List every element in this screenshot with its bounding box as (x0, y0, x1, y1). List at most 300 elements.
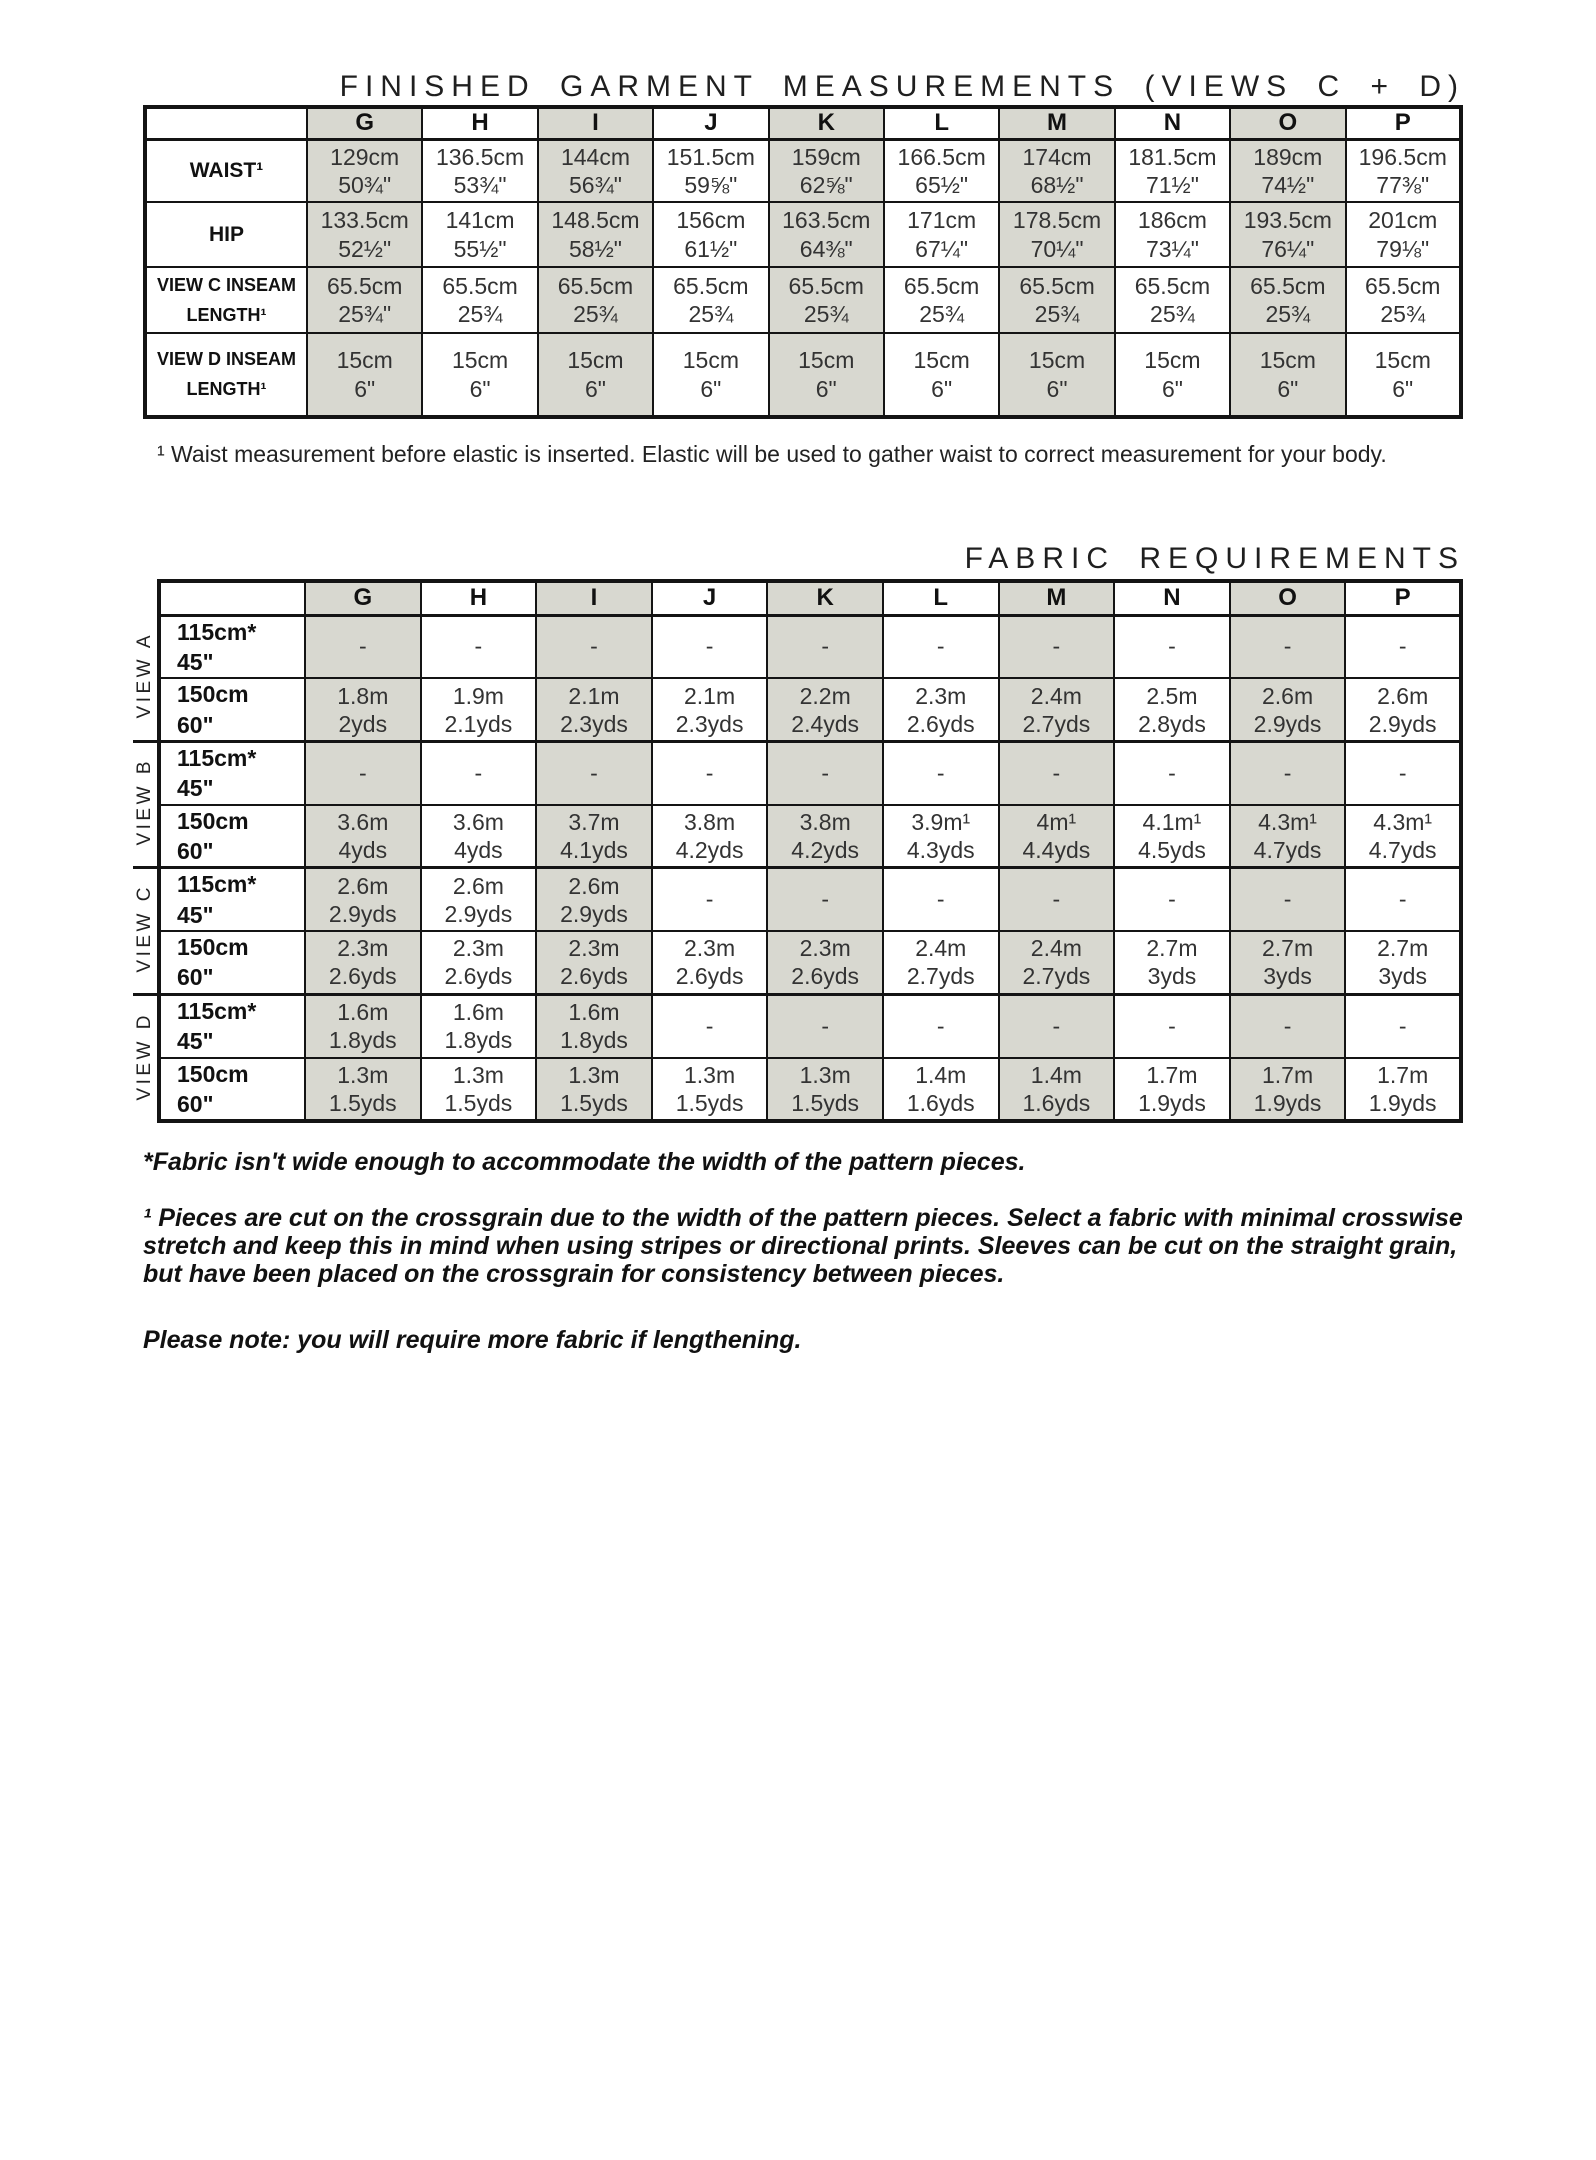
measurement-cell (538, 333, 653, 417)
empty-dash: - (705, 1012, 714, 1039)
garment-measurements-table (143, 105, 1463, 419)
fabric-row-label-line: 45" (177, 648, 214, 675)
metric-value: 2.7m (1146, 935, 1198, 962)
fabric-table-row (133, 931, 1461, 994)
column-header: O (1230, 581, 1346, 615)
imperial-value: 1.5yds (791, 1089, 860, 1116)
imperial-value: 2.1yds (444, 710, 513, 737)
imperial-value: 2.6yds (560, 963, 628, 990)
fabric-table-row (133, 1058, 1461, 1122)
column-header: K (767, 581, 883, 615)
imperial-value: 55½" (453, 235, 507, 262)
waist-footnote: ¹ Waist measurement before elastic is inserted. Elastic will be used to gather waist to correct measurement for your body. (157, 441, 1387, 467)
row-label-line: WAIST¹ (189, 158, 264, 182)
measurement-cell (653, 267, 768, 333)
imperial-value: 74½" (1261, 171, 1315, 198)
column-header: I (538, 107, 653, 139)
imperial-value: 4.2yds (791, 837, 860, 864)
empty-dash: - (1168, 886, 1176, 913)
empty-dash: - (1398, 1012, 1407, 1039)
fabric-cell (536, 805, 652, 868)
metric-value: 1.3m (684, 1061, 736, 1088)
imperial-value: 76¼" (1261, 235, 1315, 262)
imperial-value: 4yds (338, 837, 388, 864)
fabric-cell (999, 678, 1115, 741)
fabric-cell (1230, 1058, 1346, 1122)
empty-dash: - (1283, 1012, 1292, 1039)
measurement-cell (653, 202, 768, 267)
metric-value: 65.5cm (1134, 272, 1211, 299)
fabric-cell (883, 1058, 999, 1122)
imperial-value: 1.9yds (1368, 1089, 1437, 1116)
empty-dash: - (821, 1012, 829, 1039)
fabric-cell (421, 678, 537, 741)
measurement-cell (307, 333, 422, 417)
empty-dash: - (590, 633, 598, 660)
measurement-cell (307, 139, 422, 202)
fabric-cell (536, 931, 652, 994)
measurement-cell (1346, 267, 1461, 333)
metric-value: 2.3m (452, 935, 504, 962)
fabric-cell (305, 678, 421, 741)
imperial-value: 2.6yds (906, 710, 975, 737)
empty-dash: - (590, 759, 598, 786)
table-corner-cell (159, 581, 305, 615)
metric-value: 166.5cm (897, 143, 986, 170)
empty-dash: - (1052, 1012, 1061, 1039)
metric-value: 15cm (682, 347, 739, 374)
measurement-cell (653, 333, 768, 417)
imperial-value: 2.3yds (675, 710, 744, 737)
garment-table-row (145, 333, 1461, 417)
metric-value: 1.8m (337, 682, 389, 709)
view-group-label-cell (133, 741, 159, 867)
imperial-value: 6" (931, 375, 953, 402)
garment-table-row (145, 202, 1461, 267)
imperial-value: 56¾" (569, 171, 622, 198)
measurement-cell (653, 139, 768, 202)
fabric-cell (1230, 868, 1346, 931)
imperial-value: 67¼" (915, 235, 969, 262)
imperial-value: 2.7yds (1022, 963, 1091, 990)
metric-value: 65.5cm (1365, 272, 1441, 299)
fabric-table-row (133, 741, 1461, 804)
imperial-value: 4.3yds (906, 837, 975, 864)
metric-value: 1.6m (337, 999, 389, 1026)
metric-value: 65.5cm (673, 272, 749, 299)
empty-dash: - (1398, 759, 1407, 786)
metric-value: 129cm (330, 143, 400, 170)
fabric-cell (999, 741, 1115, 804)
fabric-row-label-line: 115cm* (177, 871, 257, 898)
metric-value: 2.4m (915, 935, 967, 962)
imperial-value: 6" (1046, 375, 1068, 402)
metric-value: 2.6m (1377, 682, 1429, 709)
fabric-cell (1114, 1058, 1230, 1122)
column-header: P (1345, 581, 1461, 615)
metric-value: 2.3m (799, 935, 851, 962)
fabric-cell (1230, 615, 1346, 678)
column-header: H (421, 581, 537, 615)
metric-value: 133.5cm (320, 207, 409, 234)
metric-value: 15cm (1144, 347, 1201, 374)
imperial-value: 2.4yds (791, 710, 860, 737)
view-group-label-cell (133, 615, 159, 741)
measurement-cell (999, 202, 1114, 267)
measurement-cell (1115, 139, 1230, 202)
measurement-cell (1230, 333, 1345, 417)
fabric-cell (1230, 741, 1346, 804)
imperial-value: 1.8yds (328, 1027, 397, 1054)
measurement-cell (538, 139, 653, 202)
garment-table-body (145, 107, 1461, 417)
metric-value: 1.7m (1146, 1061, 1198, 1088)
fabric-table-row (133, 994, 1461, 1057)
fabric-cell (305, 868, 421, 931)
fabric-cell (883, 805, 999, 868)
fabric-requirements-table (133, 579, 1463, 1123)
metric-value: 2.2m (799, 682, 851, 709)
imperial-value: 25¾ (1034, 301, 1080, 327)
metric-value: 65.5cm (442, 272, 518, 299)
measurement-cell (1346, 202, 1461, 267)
row-label-line: LENGTH¹ (186, 304, 267, 325)
fabric-row-label-line: 60" (177, 1090, 214, 1117)
imperial-value: 6" (1392, 375, 1414, 402)
imperial-value: 4.4yds (1022, 837, 1091, 864)
fabric-cell (1114, 931, 1230, 994)
row-label (145, 139, 307, 202)
column-header: K (769, 107, 884, 139)
measurement-cell (999, 267, 1114, 333)
imperial-value: 58½" (569, 235, 622, 262)
imperial-value: 25¾ (1380, 301, 1426, 327)
empty-dash: - (705, 759, 714, 786)
metric-value: 2.7m (1261, 935, 1314, 962)
fabric-cell (421, 868, 537, 931)
metric-value: 141cm (445, 207, 515, 234)
empty-dash: - (821, 633, 829, 660)
metric-value: 1.3m (799, 1061, 851, 1088)
column-header: G (307, 107, 422, 139)
fabric-cell (652, 678, 768, 741)
metric-value: 2.1m (568, 682, 620, 709)
metric-value: 144cm (560, 143, 630, 170)
fabric-table-body (133, 581, 1461, 1121)
row-label (145, 333, 307, 417)
imperial-value: 1.8yds (444, 1027, 513, 1054)
metric-value: 148.5cm (551, 207, 640, 234)
metric-value: 2.1m (684, 682, 736, 709)
fabric-table-row (133, 805, 1461, 868)
fabric-row-label-line: 115cm* (177, 744, 257, 771)
garment-header-row (145, 107, 1461, 139)
fabric-cell (1114, 805, 1230, 868)
metric-value: 136.5cm (435, 143, 525, 170)
imperial-value: 2.9yds (328, 900, 397, 927)
metric-value: 15cm (451, 347, 509, 374)
metric-value: 1.3m (568, 1061, 620, 1088)
fabric-cell (767, 1058, 883, 1122)
metric-value: 3.6m (452, 808, 504, 835)
imperial-value: 2.7yds (1022, 710, 1091, 737)
empty-dash: - (936, 633, 945, 660)
metric-value: 2.3m (915, 682, 967, 709)
fabric-row-label (159, 994, 305, 1057)
empty-dash: - (1283, 759, 1292, 786)
imperial-value: 25¾ (688, 301, 734, 327)
column-header: M (999, 581, 1115, 615)
fabric-requirements-title: FABRIC REQUIREMENTS (964, 542, 1465, 575)
column-header: M (999, 107, 1114, 139)
imperial-value: 4.7yds (1253, 837, 1322, 864)
empty-dash: - (1398, 633, 1407, 660)
imperial-value: 6" (815, 375, 837, 402)
fabric-cell (767, 868, 883, 931)
fabric-cell (883, 994, 999, 1057)
fabric-cell (1114, 994, 1230, 1057)
metric-value: 15cm (1374, 347, 1431, 374)
metric-value: 189cm (1253, 143, 1323, 170)
imperial-value: 4.2yds (675, 837, 744, 864)
fabric-cell (536, 678, 652, 741)
imperial-value: 1.9yds (1253, 1089, 1322, 1116)
empty-dash: - (1052, 633, 1061, 660)
imperial-value: 2yds (338, 710, 388, 737)
fabric-cell (652, 1058, 768, 1122)
metric-value: 1.3m (337, 1061, 389, 1088)
fabric-row-label-line: 150cm (177, 934, 249, 961)
imperial-value: 4yds (454, 837, 503, 864)
column-header: G (305, 581, 421, 615)
fabric-table-row (133, 615, 1461, 678)
imperial-value: 73¼" (1145, 235, 1199, 262)
measurement-cell (884, 139, 999, 202)
imperial-value: 2.3yds (560, 710, 628, 737)
fabric-cell (999, 868, 1115, 931)
imperial-value: 79⅛" (1376, 235, 1430, 262)
metric-value: 1.6m (452, 999, 504, 1026)
measurement-cell (884, 202, 999, 267)
imperial-value: 2.9yds (560, 900, 628, 927)
column-header: J (653, 107, 768, 139)
empty-dash: - (936, 759, 945, 786)
empty-dash: - (821, 886, 829, 913)
imperial-value: 77⅜" (1376, 171, 1430, 198)
fabric-cell (1345, 931, 1461, 994)
metric-value: 15cm (336, 347, 393, 374)
imperial-value: 3yds (1378, 963, 1427, 990)
view-group-label-cell (133, 868, 159, 994)
imperial-value: 25¾ (1265, 301, 1311, 327)
fabric-cell (305, 931, 421, 994)
metric-value: 2.4m (1030, 682, 1082, 709)
imperial-value: 25¾ (573, 301, 618, 327)
fabric-row-label-line: 60" (177, 964, 214, 991)
imperial-value: 2.7yds (906, 963, 975, 990)
metric-value: 2.7m (1377, 935, 1429, 962)
empty-dash: - (1283, 886, 1292, 913)
note-fabric-width: *Fabric isn't wide enough to accommodate the width of the pattern pieces. (143, 1148, 1026, 1177)
row-label-line: LENGTH¹ (186, 379, 267, 399)
metric-value: 65.5cm (557, 272, 634, 299)
imperial-value: 6" (469, 375, 491, 402)
view-group-label: VIEW B (134, 758, 155, 846)
empty-dash: - (821, 759, 829, 786)
metric-value: 174cm (1022, 143, 1092, 170)
metric-value: 1.9m (452, 682, 504, 709)
metric-value: 15cm (798, 347, 855, 374)
imperial-value: 25¾ (457, 301, 503, 327)
row-label-line: HIP (208, 222, 244, 246)
empty-dash: - (705, 886, 714, 913)
metric-value: 3.7m (568, 808, 620, 835)
empty-dash: - (1168, 633, 1176, 660)
measurement-cell (769, 139, 884, 202)
imperial-value: 6" (1277, 375, 1299, 402)
fabric-cell (883, 931, 999, 994)
measurement-cell (1115, 202, 1230, 267)
fabric-cell (999, 615, 1115, 678)
column-header: L (883, 581, 999, 615)
fabric-row-label-line: 150cm (177, 681, 249, 708)
fabric-cell (767, 741, 883, 804)
imperial-value: 70¼" (1030, 235, 1084, 262)
column-header: N (1114, 581, 1230, 615)
fabric-cell (1345, 615, 1461, 678)
fabric-cell (421, 805, 537, 868)
fabric-cell (767, 678, 883, 741)
fabric-cell (652, 615, 768, 678)
view-group-label: VIEW C (134, 884, 155, 973)
fabric-cell (652, 868, 768, 931)
metric-value: 15cm (1028, 347, 1086, 374)
fabric-table-row (133, 678, 1461, 741)
imperial-value: 4.1yds (560, 837, 628, 864)
imperial-value: 59⅝" (684, 171, 738, 198)
measurement-cell (538, 202, 653, 267)
fabric-cell (1345, 805, 1461, 868)
metric-value: 2.3m (684, 935, 736, 962)
fabric-cell (999, 805, 1115, 868)
fabric-row-label (159, 615, 305, 678)
empty-dash: - (1052, 886, 1061, 913)
metric-value: 1.6m (568, 999, 620, 1026)
empty-dash: - (1168, 759, 1176, 786)
fabric-row-label (159, 931, 305, 994)
fabric-cell (1345, 1058, 1461, 1122)
imperial-value: 1.9yds (1138, 1089, 1206, 1116)
fabric-cell (1114, 615, 1230, 678)
imperial-value: 68½" (1030, 171, 1084, 198)
fabric-cell (1230, 931, 1346, 994)
fabric-cell (536, 741, 652, 804)
measurement-cell (884, 267, 999, 333)
fabric-cell (999, 994, 1115, 1057)
metric-value: 3.8m (684, 808, 736, 835)
measurement-cell (1230, 139, 1345, 202)
fabric-cell (536, 994, 652, 1057)
imperial-value: 2.9yds (444, 900, 513, 927)
imperial-value: 50¾" (338, 171, 392, 198)
fabric-cell (1230, 678, 1346, 741)
metric-value: 65.5cm (1250, 272, 1326, 299)
imperial-value: 53¾" (453, 171, 507, 198)
empty-dash: - (358, 759, 367, 786)
fabric-cell (652, 931, 768, 994)
imperial-value: 65½" (915, 171, 969, 198)
metric-value: 4m¹ (1036, 808, 1077, 835)
imperial-value: 52½" (338, 235, 392, 262)
empty-dash: - (474, 759, 483, 786)
metric-value: 171cm (907, 207, 977, 234)
imperial-value: 2.6yds (791, 963, 860, 990)
empty-dash: - (358, 633, 367, 660)
garment-table-row (145, 139, 1461, 202)
measurement-cell (422, 139, 537, 202)
measurement-cell (538, 267, 653, 333)
garment-measurements-title: FINISHED GARMENT MEASUREMENTS (VIEWS C + D) (339, 70, 1465, 103)
measurement-cell (1230, 202, 1345, 267)
measurement-cell (769, 267, 884, 333)
metric-value: 15cm (567, 347, 624, 374)
metric-value: 65.5cm (903, 272, 980, 299)
imperial-value: 1.6yds (1022, 1089, 1091, 1116)
fabric-row-label (159, 805, 305, 868)
fabric-cell (999, 931, 1115, 994)
fabric-cell (421, 1058, 537, 1122)
measurement-cell (422, 267, 537, 333)
imperial-value: 1.5yds (328, 1089, 397, 1116)
imperial-value: 4.5yds (1138, 837, 1206, 864)
empty-dash: - (1168, 1012, 1176, 1039)
view-group-label: VIEW D (134, 1011, 155, 1101)
fabric-row-label-line: 60" (177, 711, 214, 738)
fabric-cell (883, 678, 999, 741)
imperial-value: 25¾ (803, 301, 849, 327)
measurement-cell (422, 202, 537, 267)
measurement-cell (999, 333, 1114, 417)
column-header: L (884, 107, 999, 139)
imperial-value: 1.6yds (906, 1089, 975, 1116)
imperial-value: 2.6yds (328, 963, 397, 990)
fabric-row-label-line: 60" (177, 838, 214, 865)
fabric-cell (305, 1058, 421, 1122)
fabric-cell (536, 868, 652, 931)
metric-value: 4.3m¹ (1258, 808, 1317, 835)
imperial-value: 6" (354, 375, 376, 402)
fabric-cell (305, 615, 421, 678)
imperial-value: 3yds (1263, 963, 1312, 990)
column-header: H (422, 107, 537, 139)
imperial-value: 25¾ (1150, 301, 1195, 327)
metric-value: 1.3m (452, 1061, 504, 1088)
fabric-cell (421, 615, 537, 678)
fabric-cell (305, 741, 421, 804)
imperial-value: 25¾ (919, 301, 965, 327)
measurement-cell (999, 139, 1114, 202)
imperial-value: 2.9yds (1368, 710, 1437, 737)
fabric-cell (1114, 678, 1230, 741)
fabric-cell (767, 805, 883, 868)
metric-value: 1.4m (1030, 1061, 1082, 1088)
column-header: P (1346, 107, 1461, 139)
imperial-value: 71½" (1145, 171, 1199, 198)
imperial-value: 4.7yds (1368, 837, 1437, 864)
metric-value: 2.3m (568, 935, 620, 962)
metric-value: 3.9m¹ (911, 808, 971, 835)
metric-value: 1.7m (1377, 1061, 1429, 1088)
